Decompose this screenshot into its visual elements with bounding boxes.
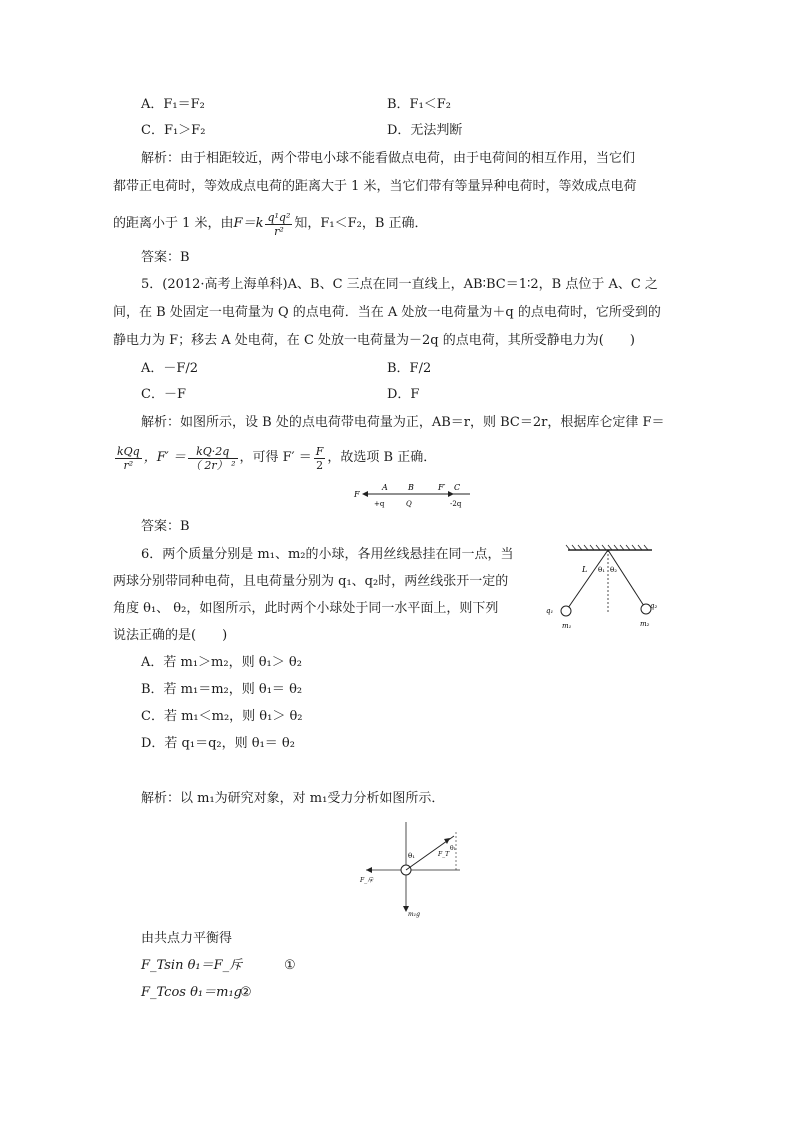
q6-option-b: B．若 m₁＝m₂，则 θ₁＝ θ₂ (141, 682, 303, 697)
q5-f1-den: r² (123, 458, 134, 472)
q5-fig-label-B: B (408, 483, 414, 492)
q5-option-a: A．－F/2 (141, 361, 199, 376)
q5-fig-charge-C: -2q (450, 500, 462, 508)
q5-option-c: C．－F (141, 387, 186, 402)
q6-stem-line4: 说法正确的是( ) (113, 628, 228, 643)
string-right (608, 550, 644, 606)
q5-analysis-line2 (113, 440, 436, 476)
q5-fig-label-C: C (454, 483, 461, 492)
q5-stem-line3: 静电力为 F；移去 A 处电荷，在 C 处放一电荷量为－2q 的点电荷，其所受静电力为( ) (113, 333, 635, 348)
q5-stem-line1: 5．(2012·高考上海单科)A、B、C 三点在同一直线上，AB∶BC＝1∶2，B 点位于 A、C 之 (141, 277, 658, 292)
q6-option-a: A．若 m₁＞m₂，则 θ₁＞ θ₂ (141, 655, 302, 670)
q6-balance: 由共点力平衡得 (141, 931, 233, 946)
q5-fig-label-F: F (354, 490, 360, 499)
q5-fig-label-A: A (382, 483, 388, 492)
q6-stem-line3: 角度 θ₁、 θ₂，如图所示，此时两个小球处于同一水平面上，则下列 (113, 601, 499, 616)
q4-formula-lhs: F＝k (233, 216, 264, 231)
q6-stem-line1: 6．两个质量分别是 m₁、m₂的小球，各用丝线悬挂在同一点，当 (141, 547, 514, 562)
q4-analysis-line3 (113, 207, 428, 241)
q6-pendulum-figure (540, 540, 680, 632)
q6-eq1: F_Tsin θ₁＝F_斥 (141, 958, 243, 973)
q4-formula-fraction (265, 211, 292, 238)
q4-option-c: C．F₁＞F₂ (141, 123, 206, 138)
arrow-left-icon (366, 867, 372, 873)
q5-tail: ，故选项 B 正确． (327, 450, 437, 465)
q6-analysis: 解析：以 m₁为研究对象，对 m₁受力分析如图所示． (141, 791, 445, 806)
q5-analysis-line1: 解析：如图所示，设 B 处的点电荷带电荷量为正，AB＝r，则 BC＝2r，根据库仑定律 F＝ (141, 415, 665, 430)
q5-line-diagram (350, 480, 480, 512)
q6-fig-m1: m₁ (562, 622, 572, 630)
q5-half-fraction (314, 445, 326, 472)
q4-option-b: B．F₁＜F₂ (387, 97, 452, 112)
q6-force-diagram (352, 818, 464, 918)
q5-f2-num: kQ·2q (188, 445, 238, 459)
q5-mid1: ，F′ ＝ (143, 450, 186, 465)
q4-formula-den: r² (274, 224, 284, 238)
q5-f3-num: F (315, 444, 324, 458)
q6-fig-m2: m₂ (640, 620, 650, 628)
q6-fig-theta2: θ₂ (610, 566, 618, 574)
q5-fig-charge-B: Q (406, 500, 412, 508)
q4-analysis-line3-pre: 的距离小于 1 米，由 (113, 216, 234, 231)
q6-eq2-num: ② (240, 985, 252, 1000)
q5-option-d: D．F (387, 387, 420, 402)
q5-fig-charge-A: +q (374, 500, 385, 508)
q5-f1-num: kQq (117, 444, 140, 458)
q4-option-d: D．无法判断 (387, 123, 463, 138)
q4-analysis-line1: 解析：由于相距较近，两个带电小球不能看做点电荷，由于电荷间的相互作用，当它们 (141, 151, 636, 166)
q6-fig-q2: q₂ (650, 602, 658, 610)
q5-mid2: ，可得 F′ ＝ (239, 450, 312, 465)
q6-force-mg: m₁g (408, 911, 420, 918)
q6-eq1-num: ① (284, 958, 296, 973)
q5-fig-label-Fp: F′ (438, 483, 446, 492)
q6-force-theta1: θ₁ (408, 852, 416, 860)
string-left (568, 550, 608, 608)
q6-fig-theta1: θ₁ (598, 566, 606, 574)
q5-coulomb-fraction (115, 445, 142, 472)
q4-analysis-line2: 都带正电荷时，等效成点电荷的距离大于 1 米，当它们带有等量异种电荷时，等效成点电荷 (113, 179, 637, 194)
q6-force-Fe: F_斥 (360, 877, 374, 884)
q6-option-c: C．若 m₁＜m₂，则 θ₁＞ θ₂ (141, 709, 303, 724)
arrow-up-right-icon (444, 838, 450, 844)
q4-option-a: A．F₁＝F₂ (141, 97, 205, 112)
ball-m1 (561, 606, 571, 616)
q4-formula-num: q¹q² (267, 210, 291, 224)
q5-f2-den: （ 2r） ² (189, 458, 236, 472)
q6-fig-L: L (582, 565, 588, 574)
q4-answer: 答案：B (141, 250, 190, 265)
q4-analysis-line3-post: 知，F₁＜F₂，B 正确． (294, 216, 428, 231)
q5-fprime-fraction (188, 445, 238, 472)
q5-option-b: B．F/2 (387, 361, 432, 376)
q5-stem-line2: 间，在 B 处固定一电荷量为 Q 的点电荷．当在 A 处放一电荷量为＋q 的点电荷时，它所受到的 (113, 305, 661, 320)
arrow-left-icon (362, 491, 368, 497)
q5-f3-den: 2 (316, 458, 324, 472)
q6-fig-q1: q₁ (546, 607, 554, 615)
q6-force-FT: F_T (438, 851, 450, 858)
q6-force-theta1b: θ₁ (450, 845, 457, 852)
q6-option-d: D．若 q₁＝q₂，则 θ₁＝ θ₂ (141, 736, 295, 751)
q6-eq2: F_Tcos θ₁＝m₁g (141, 985, 242, 1000)
q6-stem-line2: 两球分别带同种电荷，且电荷量分别为 q₁、q₂时，两丝线张开一定的 (113, 574, 509, 589)
q5-answer: 答案：B (141, 519, 190, 534)
